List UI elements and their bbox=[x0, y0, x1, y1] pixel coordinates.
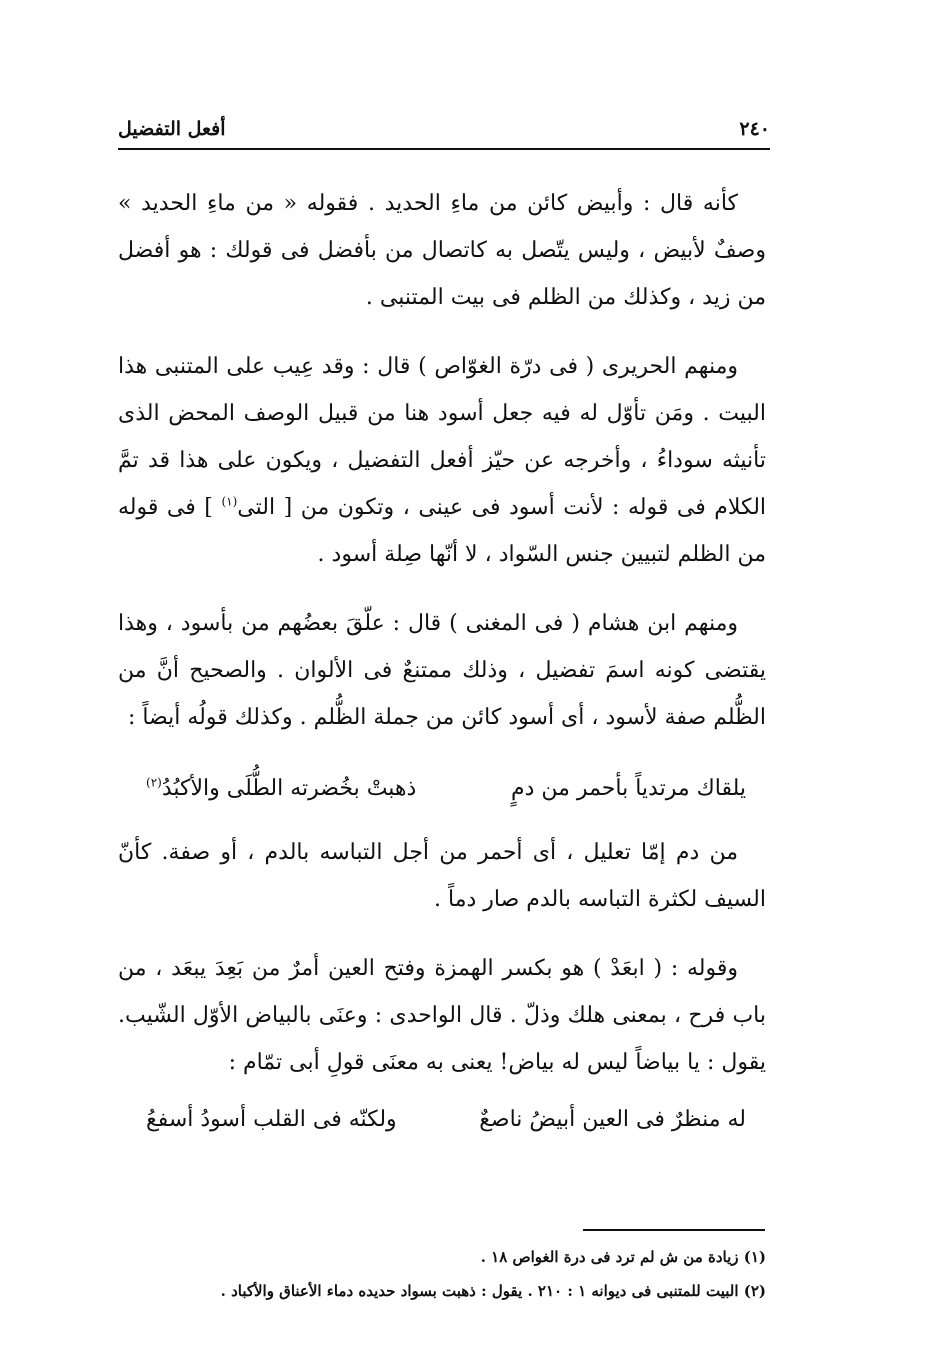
footnote-marker: (١) bbox=[221, 494, 238, 509]
footnote: (١) زيادة من ش لم ترد فى درة الغواص ١٨ . bbox=[480, 1248, 766, 1266]
paragraph: ومنهم ابن هشام ( فى المغنى ) قال : علّقَ بعضُهم من بأسود ، وهذا يقتضى كونه اسمَ تفضيل ، وذلك ممتنعٌ فى الألوان . والصحيح أنَّ من الظُّلم صفة لأسود ، أى أسود كائن من جملة الظُّلم . وكذلك قولُه أيضاً : bbox=[118, 611, 766, 730]
chapter-title: أفعل التفضيل bbox=[118, 118, 226, 140]
verse-hemistich: ولكنّه فى القلب أسودُ أسفعُ bbox=[146, 1107, 397, 1132]
paragraph-text: ومنهم الحريرى ( فى درّة الغوّاص ) قال : وقد عِيب على المتنبى هذا البيت . ومَن تأوّل له فيه جعل أسود هنا من قبيل الوصف المحض الذى تأنيثه سوداءُ ، وأخرجه عن حيّز أفعل التفضيل ، ويكون على هذا قد تمَّ الكلام فى قوله : لأنت أسود فى عينى ، وتكون من [ التى bbox=[118, 354, 767, 520]
footnote-separator bbox=[583, 1229, 765, 1231]
page-number: ٢٤٠ bbox=[739, 118, 770, 140]
paragraph: وقوله : ( ابعَدْ ) هو بكسر الهمزة وفتح العين أمرٌ من بَعِدَ يبعَد ، من باب فرح ، بمعنى هلك وذلّ . قال الواحدى : وعنَى بالبياض الأوّل الشّيب. يقول : يا بياضاً ليس له بياض! يعنى به معنَى قولِ أبى تمّام : bbox=[118, 956, 766, 1075]
main-text bbox=[118, 180, 766, 1160]
verse-hemistich: يلقاك مرتدياً بأحمر من دمٍ bbox=[511, 776, 746, 801]
paragraph bbox=[118, 343, 766, 578]
page-header bbox=[118, 108, 770, 150]
verse-line bbox=[146, 1094, 746, 1146]
footnote-marker: (٢) bbox=[146, 775, 162, 790]
footnotes bbox=[118, 1240, 766, 1308]
paragraph-text: ] فى قوله من الظلم لتبيين جنس السّواد ، لا أنّها صِلة أسود . bbox=[118, 495, 766, 567]
paragraph: من دم إمّا تعليل ، أى أحمر من أجل التباسه بالدم ، أو صفة. كأنّ السيف لكثرة التباسه بالدم صار دماً . bbox=[118, 840, 766, 912]
footnote: (٢) البيت للمتنبى فى ديوانه ١ : ٢١٠ . يقول : ذهبت بسواد حديده دماء الأعناق والأكباد . bbox=[220, 1282, 766, 1300]
verse-hemistich: ذهبتْ بخُضرته الطُّلَى والأكبُدُ$^{(٢)}$ bbox=[146, 775, 417, 801]
paragraph: كأنه قال : وأبيض كائن من ماءِ الحديد . فقوله « من ماءِ الحديد » وصفٌ لأبيض ، وليس يتّصل به كاتصال من بأفضل فى قولك : هو أفضل من زيد ، وكذلك من الظلم فى بيت المتنبى . bbox=[118, 191, 766, 310]
verse-line bbox=[146, 763, 746, 815]
verse-hemistich: له منظرٌ فى العين أبيضُ ناصعٌ bbox=[479, 1107, 746, 1132]
